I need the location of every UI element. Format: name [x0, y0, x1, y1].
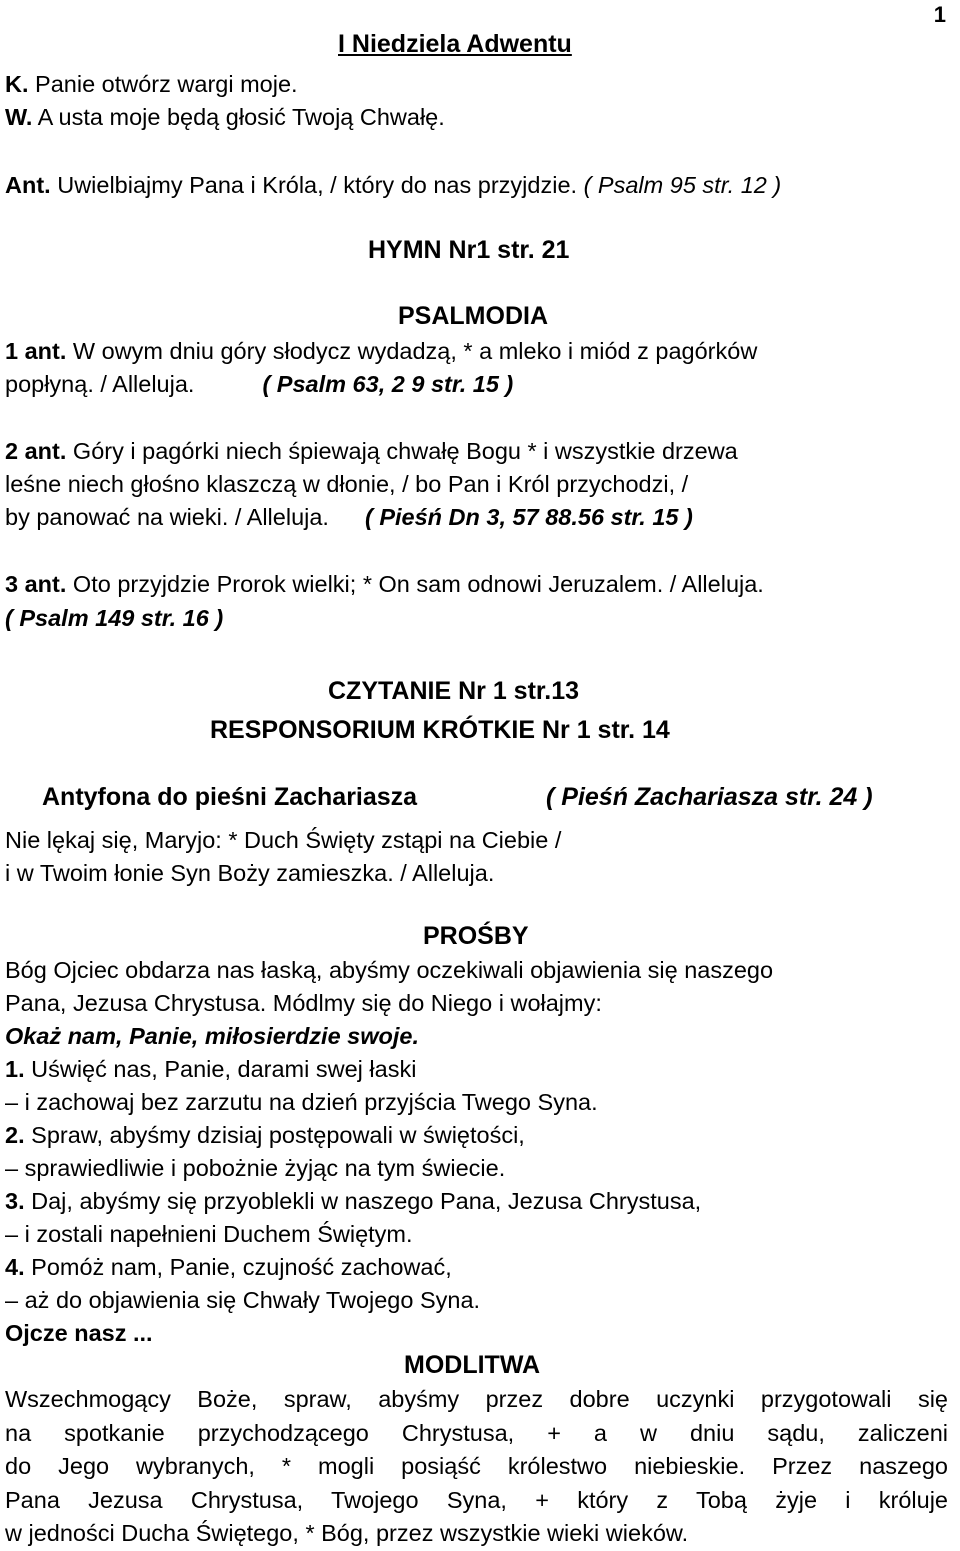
our-father: Ojcze nasz ... [5, 1320, 153, 1346]
prosba-3a [5, 1186, 701, 1216]
page-number: 1 [933, 2, 946, 27]
modlitwa-heading: MODLITWA [404, 1351, 541, 1379]
k-label: K. [5, 71, 29, 97]
ant3-label: 3 ant. [5, 571, 67, 597]
benedictus-heading: Antyfona do pieśni Zachariasza [42, 783, 418, 811]
prosby-intro1: Bóg Ojciec obdarza nas łaską, abyśmy oczekiwali objawienia się naszego [5, 957, 774, 983]
ant3-ref: ( Psalm 149 str. 16 ) [5, 605, 224, 631]
ant2-line1 [5, 436, 738, 466]
prosba-2-num: 2. [5, 1122, 25, 1148]
modlitwa-text [5, 1383, 948, 1551]
hymn-heading: HYMN Nr1 str. 21 [368, 236, 570, 264]
prosba-1b: – i zachowaj bez zarzutu na dzień przyjścia Twego Syna. [5, 1089, 598, 1115]
ant2-label: 2 ant. [5, 438, 67, 464]
psalmody-heading: PSALMODIA [398, 302, 548, 330]
prosby-intro2: Pana, Jezusa Chrystusa. Módlmy się do Niego i wołajmy: [5, 990, 602, 1016]
modlitwa-line: do Jego wybranych, * mogli posiąść królestwo niebieskie. Przez naszego [5, 1453, 948, 1479]
ant2-text: Góry i pagórki niech śpiewają chwałę Bogu * i wszystkie drzewa [66, 438, 738, 464]
ant2-line2: leśne niech głośno klaszczą w dłonie, / bo Pan i Król przychodzi, / [5, 471, 689, 497]
responsory-heading: RESPONSORIUM KRÓTKIE Nr 1 str. 14 [210, 716, 670, 744]
prosba-3-text: Daj, abyśmy się przyoblekli w naszego Pana, Jezusa Chrystusa, [24, 1188, 702, 1214]
ant1-ref: ( Psalm 63, 2 9 str. 15 ) [262, 371, 514, 397]
invitatory [5, 170, 781, 200]
prosby-response: Okaż nam, Panie, miłosierdzie swoje. [5, 1023, 420, 1049]
modlitwa-line: Pana Jezusa Chrystusa, Twojego Syna, + który z Tobą żyje i króluje [5, 1486, 948, 1513]
invitatory-ref: ( Psalm 95 str. 12 ) [583, 172, 782, 198]
w-label: W. [5, 104, 33, 130]
prosba-4a [5, 1252, 452, 1282]
prosba-2b: – sprawiedliwie i pobożnie żyjąc na tym świecie. [5, 1155, 506, 1181]
ant2-ref: ( Pieśń Dn 3, 57 88.56 str. 15 ) [364, 504, 693, 530]
ant2-line3 [5, 502, 693, 532]
prosba-3-num: 3. [5, 1188, 25, 1214]
benedictus-line1: Nie lękaj się, Maryjo: * Duch Święty zstąpi na Ciebie / [5, 827, 562, 853]
benedictus-ref: ( Pieśń Zachariasza str. 24 ) [546, 783, 873, 811]
invitatory-label: Ant. [5, 172, 51, 198]
ant3-text: Oto przyjdzie Prorok wielki; * On sam odnowi Jeruzalem. / Alleluja. [66, 571, 764, 597]
ant1-label: 1 ant. [5, 338, 67, 364]
prosba-4-text: Pomóż nam, Panie, czujność zachować, [24, 1254, 452, 1280]
prosba-4b: – aż do objawienia się Chwały Twojego Syna. [5, 1287, 481, 1313]
prosba-2a [5, 1120, 525, 1150]
reading-heading: CZYTANIE Nr 1 str.13 [328, 677, 580, 705]
k-text: Panie otwórz wargi moje. [28, 71, 298, 97]
prosba-1-num: 1. [5, 1056, 25, 1082]
ant1-line1 [5, 336, 757, 366]
w-text: A usta moje będą głosić Twoją Chwałę. [32, 104, 445, 130]
prosba-2-text: Spraw, abyśmy dzisiaj postępowali w świętości, [24, 1122, 525, 1148]
ant2-text3: by panować na wieki. / Alleluja. [5, 504, 329, 530]
ant1-text: W owym dniu góry słodycz wydadzą, * a mleko i miód z pagórków [66, 338, 758, 364]
prosba-4-num: 4. [5, 1254, 25, 1280]
prosba-1a [5, 1054, 416, 1084]
benedictus-line2: i w Twoim łonie Syn Boży zamieszka. / Alleluja. [5, 860, 495, 886]
ant1-text2: popłyną. / Alleluja. [5, 371, 195, 397]
modlitwa-line: Wszechmogący Boże, spraw, abyśmy przez dobre uczynki przygotowali się [5, 1386, 948, 1412]
prosby-heading: PROŚBY [423, 922, 529, 950]
ant3-line1 [5, 569, 764, 599]
opening-w [5, 102, 445, 132]
ant1-line2 [5, 369, 513, 399]
modlitwa-line: w jedności Ducha Świętego, * Bóg, przez wszystkie wieki wieków. [5, 1520, 689, 1546]
modlitwa-line: na spotkanie przychodzącego Chrystusa, + a w dniu sądu, zaliczeni [5, 1419, 948, 1446]
page-title: I Niedziela Adwentu [338, 30, 572, 58]
invitatory-text: Uwielbiajmy Pana i Króla, / który do nas przyjdzie. [50, 172, 584, 198]
prosba-1-text: Uświęć nas, Panie, darami swej łaski [24, 1056, 417, 1082]
opening-k [5, 69, 298, 99]
prosba-3b: – i zostali napełnieni Duchem Świętym. [5, 1221, 413, 1247]
